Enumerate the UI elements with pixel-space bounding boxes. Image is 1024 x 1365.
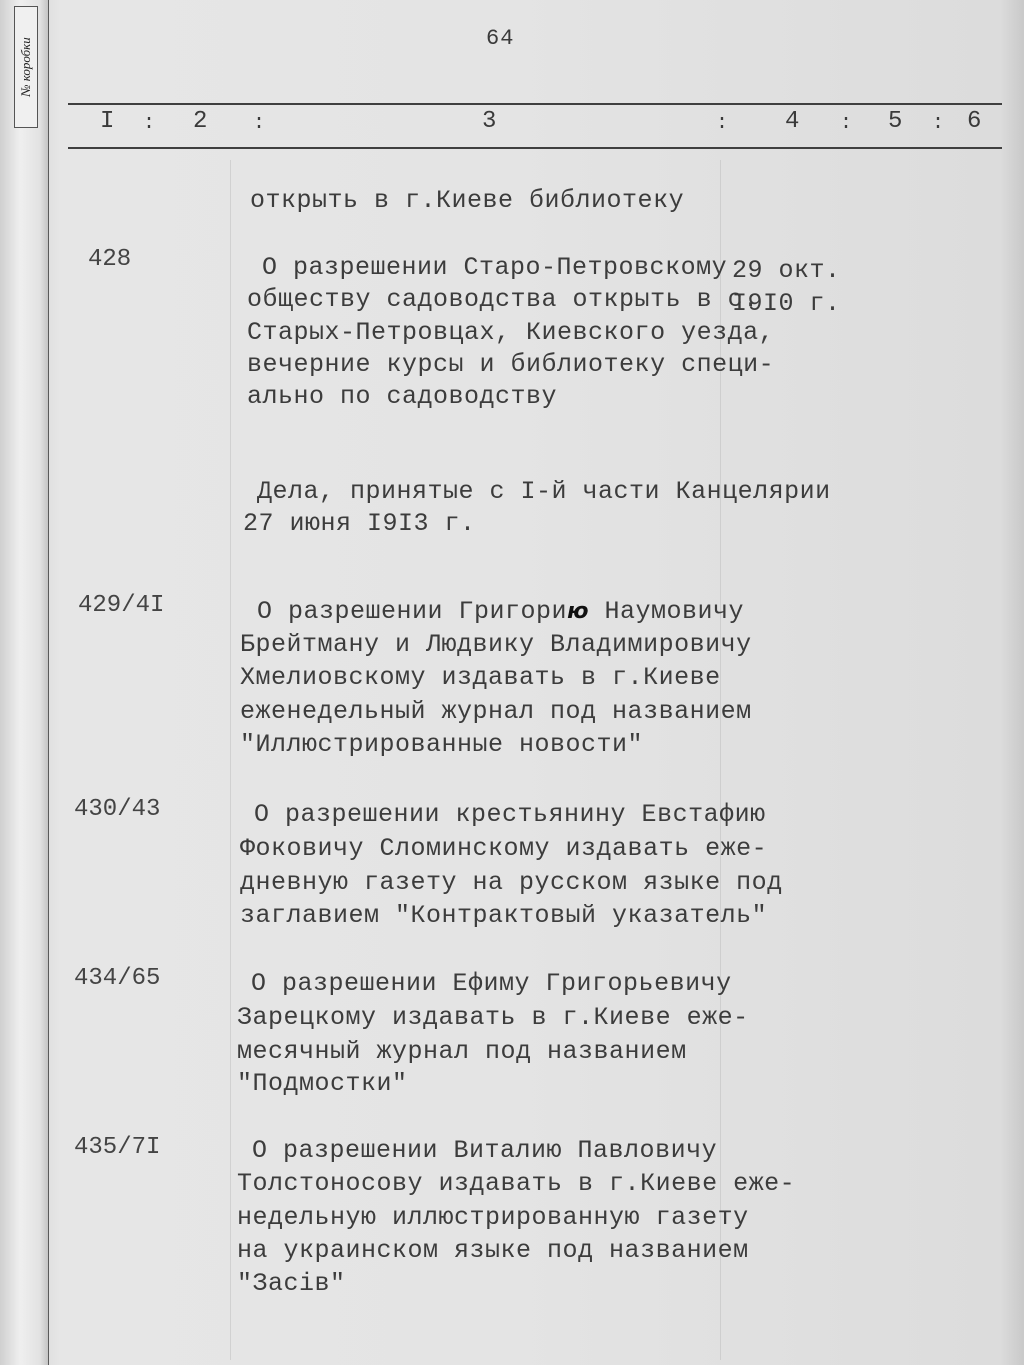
entry-text-line: О разрешении Старо-Петровскому [262, 253, 728, 282]
entry-text-line: Толстоносову издавать в г.Киеве еже- [237, 1169, 796, 1198]
entry-text-line: Старых-Петровцах, Киевского уезда, [247, 318, 775, 347]
binding-strip [0, 0, 49, 1365]
column-separator: : [932, 112, 945, 135]
entry-number: 435/7I [74, 1134, 161, 1161]
column-number-4: 4 [785, 108, 800, 135]
entry-date: 29 окт. [732, 256, 841, 285]
entry-text-line: О разрешении Виталию Павловичу [252, 1136, 718, 1165]
entry-text-line: вечерние курсы и библиотеку специ- [247, 350, 775, 379]
column-separator: : [143, 112, 156, 135]
column-separator: : [253, 112, 266, 135]
box-number-text: № коробки [18, 37, 34, 97]
entry-text-line: "Подмостки" [237, 1069, 408, 1098]
entry-number: 434/65 [74, 965, 161, 992]
box-number-label [14, 6, 38, 128]
column-number-5: 5 [888, 108, 903, 135]
column-separator: : [840, 112, 853, 135]
entry-text-line: "Иллюстрированные новости" [240, 730, 644, 759]
page-number: 64 [486, 26, 515, 51]
handwritten-correction: ю [567, 599, 589, 624]
entry-text-line: О разрешении Ефиму Григорьевичу [251, 969, 732, 998]
entry-number: 430/43 [74, 796, 161, 823]
entry-text-line: на украинском языке под названием [237, 1236, 749, 1265]
entry-text-line: месячный журнал под названием [237, 1037, 687, 1066]
entry-text-line: О разрешении крестьянину Евстафию [254, 800, 766, 829]
column-number-1: I [100, 108, 115, 135]
entry-text-line: ально по садоводству [247, 382, 558, 411]
entry-number: 429/4I [78, 592, 165, 619]
entry-date: I9I0 г. [732, 289, 841, 318]
entry-number: 428 [88, 246, 132, 273]
section-heading: Дела, принятые с I-й части Канцелярии [257, 477, 831, 506]
entry-text-line [257, 597, 744, 626]
entry-text-line: дневную газету на русском языке под [240, 868, 783, 897]
section-heading-date: 27 июня I9I3 г. [243, 509, 476, 538]
entry-text-fragment: Наумовичу [588, 597, 744, 626]
column-number-3: 3 [482, 108, 497, 135]
entry-text-fragment: О разрешении Григори [257, 597, 568, 626]
continuation-text: открыть в г.Киеве библиотеку [250, 186, 685, 215]
entry-text-line: Зарецкому издавать в г.Киеве еже- [237, 1003, 749, 1032]
header-rule-bottom [68, 147, 1002, 149]
column-separator: : [716, 112, 729, 135]
entry-text-line: недельную иллюстрированную газету [237, 1203, 749, 1232]
column-number-2: 2 [193, 108, 208, 135]
entry-text-line: обществу садоводства открыть в с. [247, 285, 759, 314]
header-rule-top [68, 103, 1002, 105]
entry-text-line: Хмелиовскому издавать в г.Киеве [240, 663, 721, 692]
column-guide [230, 160, 231, 1360]
entry-text-line: еженедельный журнал под названием [240, 697, 752, 726]
entry-text-line: Фоковичу Сломинскому издавать еже- [240, 834, 768, 863]
entry-text-line: Брейтману и Людвику Владимировичу [240, 630, 752, 659]
entry-text-line: заглавием "Контрактовый указатель" [240, 901, 768, 930]
entry-text-line: "Засів" [237, 1269, 346, 1298]
column-number-6: 6 [967, 108, 982, 135]
